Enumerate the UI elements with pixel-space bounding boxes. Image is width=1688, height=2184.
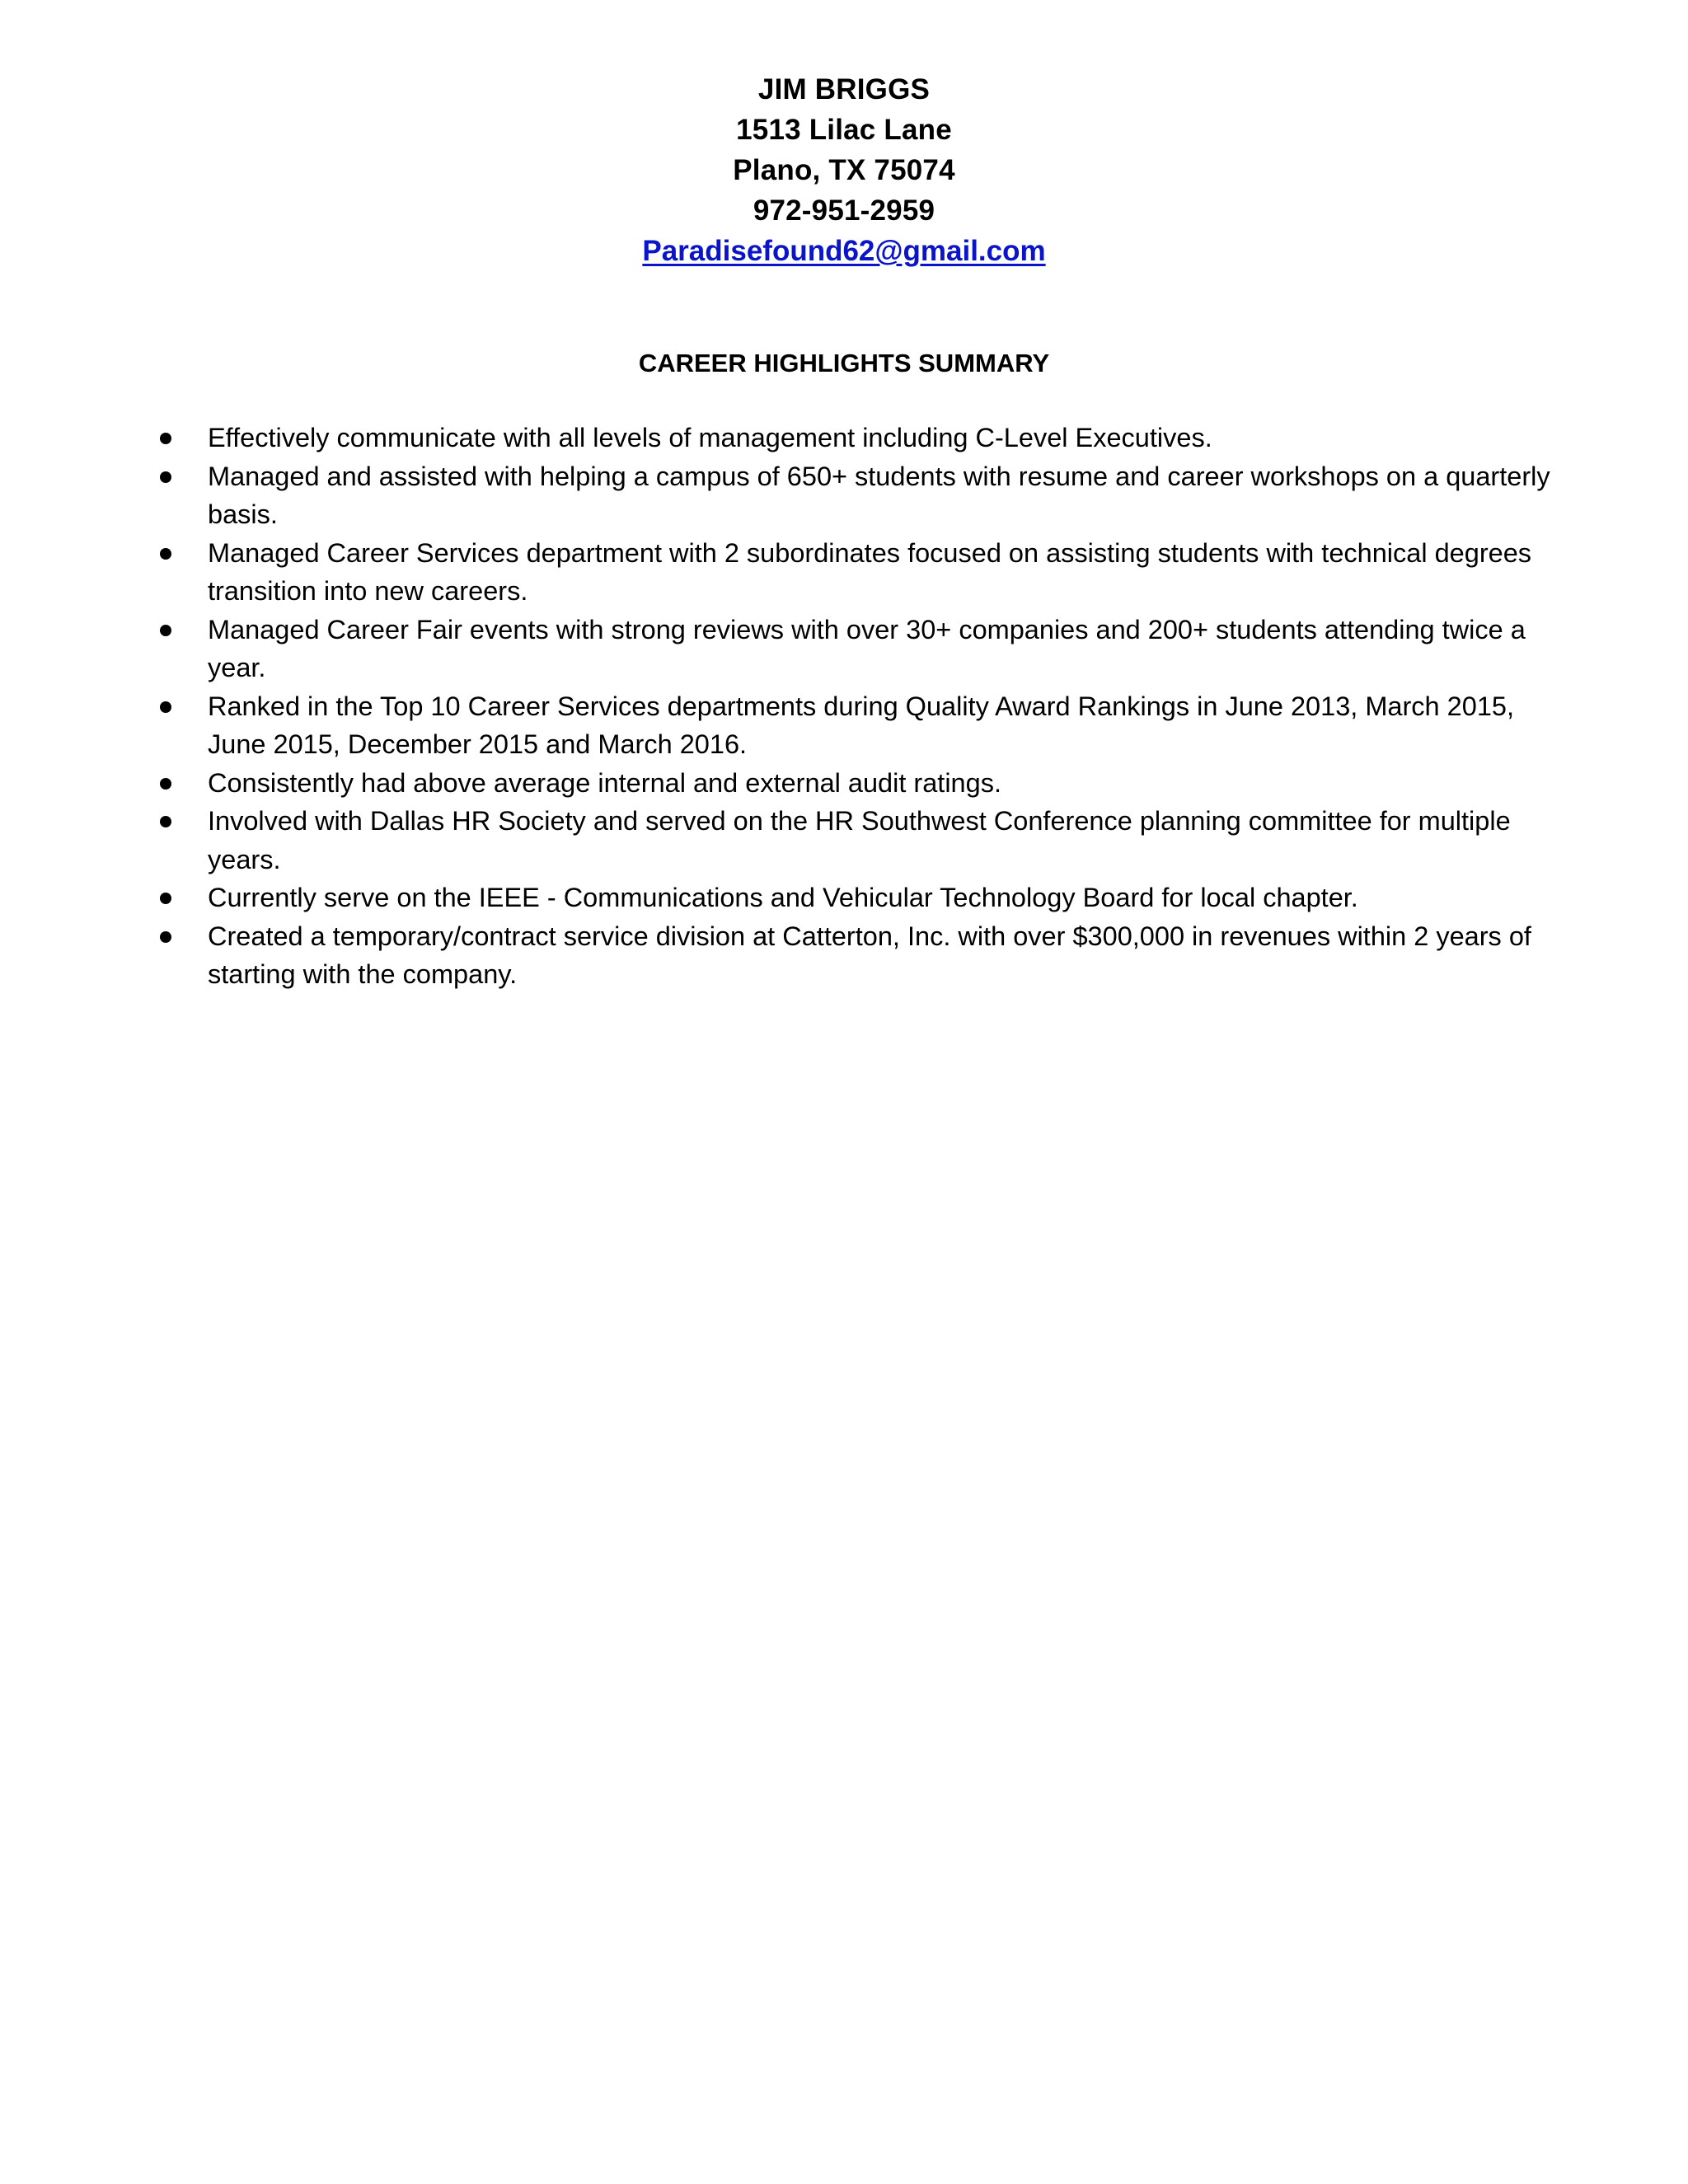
city-state-zip: Plano, TX 75074 (733, 154, 955, 186)
highlight-text: Ranked in the Top 10 Career Services departments during Quality Award Rankings in June 2013, March 2015, June 2015, December 2015 and March 2016. (208, 691, 1514, 759)
bullet-icon (160, 816, 171, 827)
bullet-icon (160, 433, 171, 444)
bullet-icon (160, 471, 171, 483)
list-item (157, 419, 1574, 457)
highlight-text: Managed Career Fair events with strong reviews with over 30+ companies and 200+ students attending twice a year. (208, 614, 1526, 682)
bullet-icon (160, 778, 171, 790)
highlight-text: Created a temporary/contract service division at Catterton, Inc. with over $300,000 in revenues within 2 years of starting with the company. (208, 921, 1531, 989)
list-item (157, 917, 1574, 994)
list-item (157, 879, 1574, 917)
list-item (157, 534, 1574, 611)
list-item (157, 802, 1574, 879)
bullet-icon (160, 701, 171, 713)
bullet-icon (160, 625, 171, 636)
list-item (157, 611, 1574, 687)
section-heading-career-highlights: CAREER HIGHLIGHTS SUMMARY (638, 349, 1050, 377)
bullet-icon (160, 893, 171, 904)
street-address: 1513 Lilac Lane (736, 114, 952, 146)
phone-number: 972-951-2959 (753, 194, 935, 227)
highlight-text: Currently serve on the IEEE - Communications and Vehicular Technology Board for local chapter. (208, 883, 1358, 912)
highlight-text: Managed Career Services department with 2 subordinates focused on assisting students with technical degrees transition into new careers. (208, 537, 1532, 606)
list-item (157, 764, 1574, 803)
list-item (157, 687, 1574, 764)
highlight-text: Involved with Dallas HR Society and served on the HR Southwest Conference planning committee for multiple years. (208, 806, 1511, 874)
contact-header (0, 69, 1688, 271)
candidate-name: JIM BRIGGS (757, 73, 931, 105)
list-item (157, 457, 1574, 534)
highlight-text: Consistently had above average internal and external audit ratings. (208, 767, 1001, 798)
email-link[interactable]: Paradisefound62@gmail.com (642, 235, 1046, 267)
highlight-text: Effectively communicate with all levels of management including C-Level Executives. (208, 423, 1212, 452)
bullet-icon (160, 931, 171, 943)
highlight-text: Managed and assisted with helping a campus of 650+ students with resume and career workshops on a quarterly basis. (208, 461, 1550, 529)
career-highlights-list (157, 419, 1574, 994)
bullet-icon (160, 548, 171, 560)
